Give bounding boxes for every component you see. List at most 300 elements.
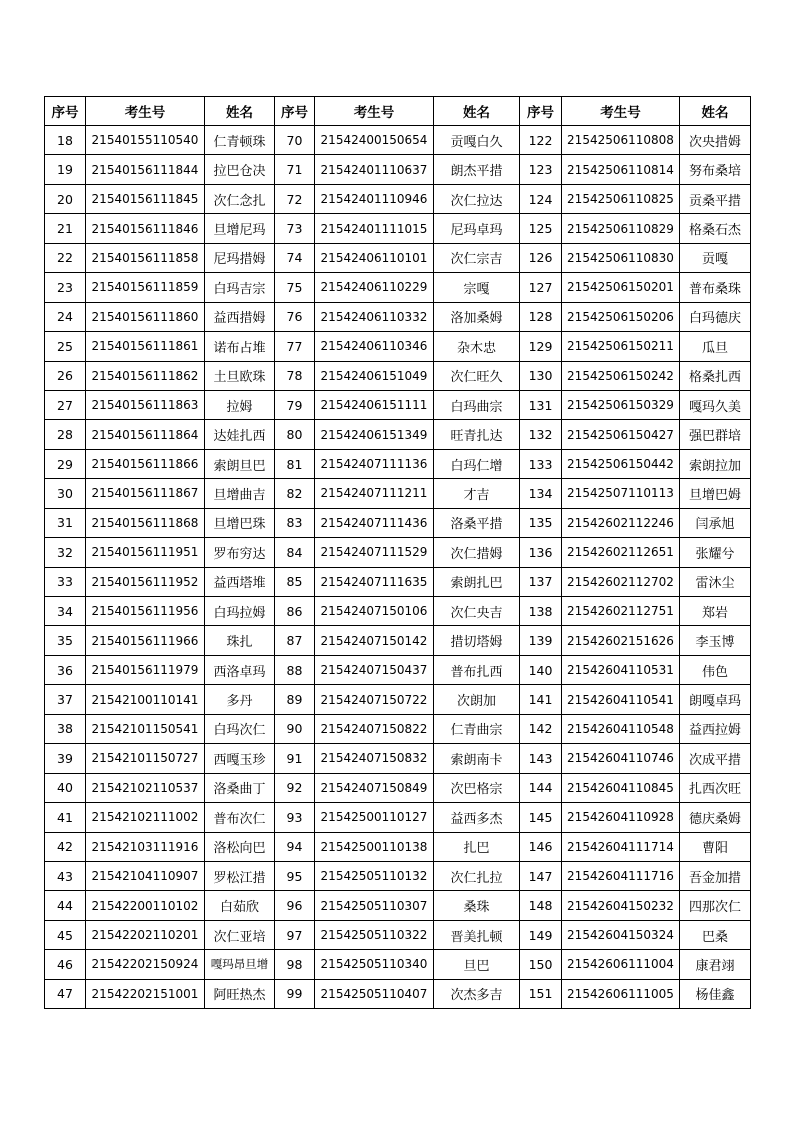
cell-seq: 134 (520, 479, 562, 508)
cell-exam-id: 21542103111916 (86, 832, 205, 861)
cell-seq: 137 (520, 567, 562, 596)
cell-name: 尼玛卓玛 (434, 214, 520, 243)
cell-name: 次仁宗吉 (434, 243, 520, 272)
table-row (45, 714, 751, 743)
cell-exam-id: 21542506110825 (562, 184, 680, 213)
cell-seq: 47 (45, 979, 86, 1008)
table-row (45, 567, 751, 596)
cell-name: 李玉博 (680, 626, 751, 655)
table-row (45, 891, 751, 920)
cell-seq: 85 (275, 567, 315, 596)
cell-exam-id: 21542507110113 (562, 479, 680, 508)
cell-exam-id: 21542406110101 (315, 243, 434, 272)
cell-seq: 99 (275, 979, 315, 1008)
cell-seq: 139 (520, 626, 562, 655)
cell-seq: 96 (275, 891, 315, 920)
table-row (45, 420, 751, 449)
cell-name: 白玛吉宗 (205, 273, 275, 302)
cell-seq: 126 (520, 243, 562, 272)
cell-name: 仁青顿珠 (205, 126, 275, 155)
cell-exam-id: 21540156111859 (86, 273, 205, 302)
cell-seq: 24 (45, 302, 86, 331)
table-row (45, 449, 751, 478)
cell-exam-id: 21540156111861 (86, 332, 205, 361)
cell-exam-id: 21540156111868 (86, 508, 205, 537)
table-row (45, 390, 751, 419)
cell-name: 旺青扎达 (434, 420, 520, 449)
cell-name: 达娃扎西 (205, 420, 275, 449)
cell-exam-id: 21542407150106 (315, 597, 434, 626)
table-body (45, 126, 751, 1009)
cell-exam-id: 21542505110322 (315, 920, 434, 949)
cell-name: 旦增巴姆 (680, 479, 751, 508)
cell-name: 曹阳 (680, 832, 751, 861)
table-row (45, 302, 751, 331)
cell-name: 措切塔姆 (434, 626, 520, 655)
cell-name: 次仁措姆 (434, 538, 520, 567)
cell-name: 宗嘎 (434, 273, 520, 302)
cell-seq: 31 (45, 508, 86, 537)
cell-exam-id: 21540156111951 (86, 538, 205, 567)
header-seq: 序号 (45, 97, 86, 126)
cell-exam-id: 21542602112246 (562, 508, 680, 537)
table-row (45, 332, 751, 361)
cell-seq: 29 (45, 449, 86, 478)
cell-exam-id: 21542401110637 (315, 155, 434, 184)
cell-exam-id: 21542602112702 (562, 567, 680, 596)
cell-seq: 86 (275, 597, 315, 626)
cell-seq: 44 (45, 891, 86, 920)
cell-seq: 33 (45, 567, 86, 596)
cell-exam-id: 21540156111979 (86, 655, 205, 684)
cell-seq: 133 (520, 449, 562, 478)
cell-seq: 74 (275, 243, 315, 272)
table-row (45, 597, 751, 626)
cell-seq: 94 (275, 832, 315, 861)
cell-exam-id: 21542505110340 (315, 950, 434, 979)
cell-name: 吾金加措 (680, 861, 751, 890)
cell-exam-id: 21542506110814 (562, 155, 680, 184)
cell-seq: 123 (520, 155, 562, 184)
header-exam-id: 考生号 (562, 97, 680, 126)
cell-name: 罗松江措 (205, 861, 275, 890)
cell-seq: 72 (275, 184, 315, 213)
cell-name: 朗杰平措 (434, 155, 520, 184)
header-name: 姓名 (680, 97, 751, 126)
cell-name: 白茹欣 (205, 891, 275, 920)
cell-name: 伟色 (680, 655, 751, 684)
cell-name: 旦增曲吉 (205, 479, 275, 508)
cell-seq: 27 (45, 390, 86, 419)
cell-exam-id: 21542604150324 (562, 920, 680, 949)
cell-seq: 70 (275, 126, 315, 155)
cell-exam-id: 21540156111862 (86, 361, 205, 390)
cell-name: 旦增尼玛 (205, 214, 275, 243)
cell-exam-id: 21542407150849 (315, 773, 434, 802)
cell-seq: 84 (275, 538, 315, 567)
cell-seq: 146 (520, 832, 562, 861)
cell-exam-id: 21542407111436 (315, 508, 434, 537)
cell-name: 嘎玛久美 (680, 390, 751, 419)
cell-exam-id: 21542506150329 (562, 390, 680, 419)
cell-name: 洛加桑姆 (434, 302, 520, 331)
cell-seq: 80 (275, 420, 315, 449)
cell-seq: 87 (275, 626, 315, 655)
cell-exam-id: 21542506110830 (562, 243, 680, 272)
cell-seq: 46 (45, 950, 86, 979)
header-exam-id: 考生号 (315, 97, 434, 126)
table-row (45, 803, 751, 832)
cell-exam-id: 21542506150206 (562, 302, 680, 331)
cell-seq: 98 (275, 950, 315, 979)
cell-seq: 35 (45, 626, 86, 655)
cell-seq: 43 (45, 861, 86, 890)
cell-name: 巴桑 (680, 920, 751, 949)
cell-seq: 141 (520, 685, 562, 714)
cell-seq: 143 (520, 744, 562, 773)
cell-name: 张耀兮 (680, 538, 751, 567)
cell-seq: 95 (275, 861, 315, 890)
cell-seq: 145 (520, 803, 562, 832)
cell-seq: 83 (275, 508, 315, 537)
cell-exam-id: 21542406110229 (315, 273, 434, 302)
cell-exam-id: 21542406151111 (315, 390, 434, 419)
cell-name: 次仁扎拉 (434, 861, 520, 890)
cell-name: 杂木忠 (434, 332, 520, 361)
cell-seq: 78 (275, 361, 315, 390)
cell-exam-id: 21542602112751 (562, 597, 680, 626)
cell-exam-id: 21542604110531 (562, 655, 680, 684)
cell-name: 贡桑平措 (680, 184, 751, 213)
cell-exam-id: 21542407150822 (315, 714, 434, 743)
table-row (45, 243, 751, 272)
cell-seq: 32 (45, 538, 86, 567)
cell-exam-id: 21542604111714 (562, 832, 680, 861)
cell-seq: 23 (45, 273, 86, 302)
cell-exam-id: 21542104110907 (86, 861, 205, 890)
cell-seq: 76 (275, 302, 315, 331)
cell-seq: 135 (520, 508, 562, 537)
cell-name: 努布桑培 (680, 155, 751, 184)
cell-name: 仁青曲宗 (434, 714, 520, 743)
cell-name: 格桑石杰 (680, 214, 751, 243)
cell-name: 白玛次仁 (205, 714, 275, 743)
cell-name: 珠扎 (205, 626, 275, 655)
cell-exam-id: 21542101150541 (86, 714, 205, 743)
cell-name: 次仁央吉 (434, 597, 520, 626)
cell-seq: 39 (45, 744, 86, 773)
cell-name: 诺布占堆 (205, 332, 275, 361)
cell-exam-id: 21542506150442 (562, 449, 680, 478)
cell-name: 土旦欧珠 (205, 361, 275, 390)
cell-name: 白玛德庆 (680, 302, 751, 331)
cell-name: 次成平措 (680, 744, 751, 773)
cell-seq: 92 (275, 773, 315, 802)
cell-name: 闫承旭 (680, 508, 751, 537)
cell-exam-id: 21542506150211 (562, 332, 680, 361)
cell-name: 洛松向巴 (205, 832, 275, 861)
cell-exam-id: 21542606111004 (562, 950, 680, 979)
table-row (45, 184, 751, 213)
cell-exam-id: 21542401111015 (315, 214, 434, 243)
cell-name: 贡嘎白久 (434, 126, 520, 155)
table-row (45, 361, 751, 390)
cell-seq: 19 (45, 155, 86, 184)
table-row (45, 685, 751, 714)
cell-name: 益西拉姆 (680, 714, 751, 743)
cell-exam-id: 21542604110845 (562, 773, 680, 802)
cell-name: 次朗加 (434, 685, 520, 714)
cell-exam-id: 21542604111716 (562, 861, 680, 890)
header-name: 姓名 (205, 97, 275, 126)
cell-seq: 131 (520, 390, 562, 419)
cell-name: 洛桑曲丁 (205, 773, 275, 802)
cell-seq: 82 (275, 479, 315, 508)
cell-name: 才吉 (434, 479, 520, 508)
cell-name: 强巴群培 (680, 420, 751, 449)
table-row (45, 773, 751, 802)
cell-name: 晋美扎顿 (434, 920, 520, 949)
cell-seq: 45 (45, 920, 86, 949)
cell-name: 多丹 (205, 685, 275, 714)
cell-exam-id: 21540155110540 (86, 126, 205, 155)
candidate-table (44, 96, 751, 1009)
cell-exam-id: 21542505110407 (315, 979, 434, 1008)
cell-exam-id: 21542401110946 (315, 184, 434, 213)
cell-exam-id: 21542202151001 (86, 979, 205, 1008)
cell-exam-id: 21540156111860 (86, 302, 205, 331)
cell-exam-id: 21542101150727 (86, 744, 205, 773)
cell-seq: 28 (45, 420, 86, 449)
cell-seq: 151 (520, 979, 562, 1008)
cell-name: 次杰多吉 (434, 979, 520, 1008)
cell-name: 索朗扎巴 (434, 567, 520, 596)
cell-seq: 136 (520, 538, 562, 567)
cell-exam-id: 21542500110138 (315, 832, 434, 861)
table-row (45, 479, 751, 508)
cell-seq: 75 (275, 273, 315, 302)
cell-exam-id: 21542202110201 (86, 920, 205, 949)
cell-seq: 138 (520, 597, 562, 626)
cell-seq: 73 (275, 214, 315, 243)
cell-seq: 18 (45, 126, 86, 155)
cell-name: 益西塔堆 (205, 567, 275, 596)
cell-exam-id: 21542604110548 (562, 714, 680, 743)
cell-exam-id: 21542604110928 (562, 803, 680, 832)
cell-name: 旦增巴珠 (205, 508, 275, 537)
cell-name: 益西多杰 (434, 803, 520, 832)
cell-name: 雷沐尘 (680, 567, 751, 596)
cell-seq: 149 (520, 920, 562, 949)
cell-seq: 21 (45, 214, 86, 243)
cell-seq: 91 (275, 744, 315, 773)
cell-seq: 132 (520, 420, 562, 449)
cell-exam-id: 21542604110746 (562, 744, 680, 773)
cell-name: 罗布穷达 (205, 538, 275, 567)
table-row (45, 126, 751, 155)
table-row (45, 979, 751, 1008)
cell-seq: 122 (520, 126, 562, 155)
cell-exam-id: 21542602151626 (562, 626, 680, 655)
header-name: 姓名 (434, 97, 520, 126)
cell-exam-id: 21542606111005 (562, 979, 680, 1008)
cell-name: 拉巴仓决 (205, 155, 275, 184)
cell-exam-id: 21542407111136 (315, 449, 434, 478)
cell-seq: 125 (520, 214, 562, 243)
cell-exam-id: 21540156111846 (86, 214, 205, 243)
cell-name: 西洛卓玛 (205, 655, 275, 684)
cell-exam-id: 21542400150654 (315, 126, 434, 155)
cell-exam-id: 21542506150242 (562, 361, 680, 390)
cell-seq: 34 (45, 597, 86, 626)
cell-exam-id: 21542505110307 (315, 891, 434, 920)
cell-name: 旦巴 (434, 950, 520, 979)
cell-seq: 144 (520, 773, 562, 802)
cell-exam-id: 21542500110127 (315, 803, 434, 832)
cell-exam-id: 21542407111211 (315, 479, 434, 508)
header-row (45, 97, 751, 126)
cell-seq: 142 (520, 714, 562, 743)
cell-exam-id: 21542506150201 (562, 273, 680, 302)
cell-name: 阿旺热杰 (205, 979, 275, 1008)
cell-name: 贡嘎 (680, 243, 751, 272)
cell-seq: 38 (45, 714, 86, 743)
cell-exam-id: 21542602112651 (562, 538, 680, 567)
header-seq: 序号 (520, 97, 562, 126)
cell-name: 郑岩 (680, 597, 751, 626)
cell-name: 尼玛措姆 (205, 243, 275, 272)
cell-seq: 128 (520, 302, 562, 331)
cell-name: 杨佳鑫 (680, 979, 751, 1008)
cell-name: 嘎玛昂旦增 (205, 950, 275, 979)
cell-seq: 147 (520, 861, 562, 890)
cell-name: 桑珠 (434, 891, 520, 920)
table-row (45, 920, 751, 949)
cell-seq: 36 (45, 655, 86, 684)
table-row (45, 626, 751, 655)
cell-exam-id: 21542506150427 (562, 420, 680, 449)
table-row (45, 155, 751, 184)
table-row (45, 273, 751, 302)
cell-exam-id: 21542100110141 (86, 685, 205, 714)
cell-name: 索朗拉加 (680, 449, 751, 478)
cell-seq: 130 (520, 361, 562, 390)
cell-name: 拉姆 (205, 390, 275, 419)
cell-exam-id: 21540156111863 (86, 390, 205, 419)
cell-name: 康君翊 (680, 950, 751, 979)
cell-seq: 41 (45, 803, 86, 832)
cell-exam-id: 21542407150142 (315, 626, 434, 655)
cell-exam-id: 21540156111845 (86, 184, 205, 213)
cell-name: 索朗旦巴 (205, 449, 275, 478)
cell-seq: 37 (45, 685, 86, 714)
cell-exam-id: 21542407150722 (315, 685, 434, 714)
table-row (45, 538, 751, 567)
cell-name: 洛桑平措 (434, 508, 520, 537)
cell-exam-id: 21540156111956 (86, 597, 205, 626)
table-row (45, 655, 751, 684)
cell-name: 次仁念扎 (205, 184, 275, 213)
cell-seq: 22 (45, 243, 86, 272)
cell-name: 普布扎西 (434, 655, 520, 684)
cell-exam-id: 21542604110541 (562, 685, 680, 714)
cell-seq: 77 (275, 332, 315, 361)
table-row (45, 832, 751, 861)
table-row (45, 744, 751, 773)
cell-seq: 97 (275, 920, 315, 949)
cell-exam-id: 21542406151049 (315, 361, 434, 390)
cell-exam-id: 21542406110346 (315, 332, 434, 361)
table-row (45, 508, 751, 537)
cell-seq: 25 (45, 332, 86, 361)
cell-seq: 40 (45, 773, 86, 802)
cell-name: 次仁拉达 (434, 184, 520, 213)
cell-seq: 93 (275, 803, 315, 832)
cell-seq: 148 (520, 891, 562, 920)
cell-name: 益西措姆 (205, 302, 275, 331)
cell-seq: 81 (275, 449, 315, 478)
cell-exam-id: 21540156111866 (86, 449, 205, 478)
table-row (45, 950, 751, 979)
cell-name: 次仁亚培 (205, 920, 275, 949)
cell-seq: 89 (275, 685, 315, 714)
cell-seq: 26 (45, 361, 86, 390)
cell-seq: 129 (520, 332, 562, 361)
cell-seq: 90 (275, 714, 315, 743)
cell-name: 次巴格宗 (434, 773, 520, 802)
cell-seq: 124 (520, 184, 562, 213)
cell-name: 普布桑珠 (680, 273, 751, 302)
cell-exam-id: 21542406151349 (315, 420, 434, 449)
cell-name: 扎巴 (434, 832, 520, 861)
cell-exam-id: 21542505110132 (315, 861, 434, 890)
cell-name: 白玛曲宗 (434, 390, 520, 419)
cell-exam-id: 21542407150437 (315, 655, 434, 684)
cell-exam-id: 21540156111966 (86, 626, 205, 655)
cell-seq: 88 (275, 655, 315, 684)
cell-exam-id: 21542604150232 (562, 891, 680, 920)
cell-seq: 30 (45, 479, 86, 508)
cell-name: 扎西次旺 (680, 773, 751, 802)
cell-exam-id: 21540156111864 (86, 420, 205, 449)
cell-exam-id: 21542506110829 (562, 214, 680, 243)
cell-seq: 140 (520, 655, 562, 684)
cell-name: 朗嘎卓玛 (680, 685, 751, 714)
table-row (45, 861, 751, 890)
cell-name: 瓜旦 (680, 332, 751, 361)
cell-exam-id: 21542406110332 (315, 302, 434, 331)
cell-exam-id: 21542506110808 (562, 126, 680, 155)
cell-exam-id: 21542102110537 (86, 773, 205, 802)
header-seq: 序号 (275, 97, 315, 126)
cell-seq: 42 (45, 832, 86, 861)
cell-exam-id: 21540156111844 (86, 155, 205, 184)
cell-seq: 20 (45, 184, 86, 213)
cell-name: 德庆桑姆 (680, 803, 751, 832)
header-exam-id: 考生号 (86, 97, 205, 126)
cell-exam-id: 21542200110102 (86, 891, 205, 920)
cell-exam-id: 21540156111952 (86, 567, 205, 596)
cell-exam-id: 21542407111529 (315, 538, 434, 567)
cell-exam-id: 21540156111867 (86, 479, 205, 508)
cell-name: 普布次仁 (205, 803, 275, 832)
cell-name: 西嘎玉珍 (205, 744, 275, 773)
table-row (45, 214, 751, 243)
cell-name: 格桑扎西 (680, 361, 751, 390)
cell-seq: 127 (520, 273, 562, 302)
cell-seq: 71 (275, 155, 315, 184)
cell-name: 次央措姆 (680, 126, 751, 155)
